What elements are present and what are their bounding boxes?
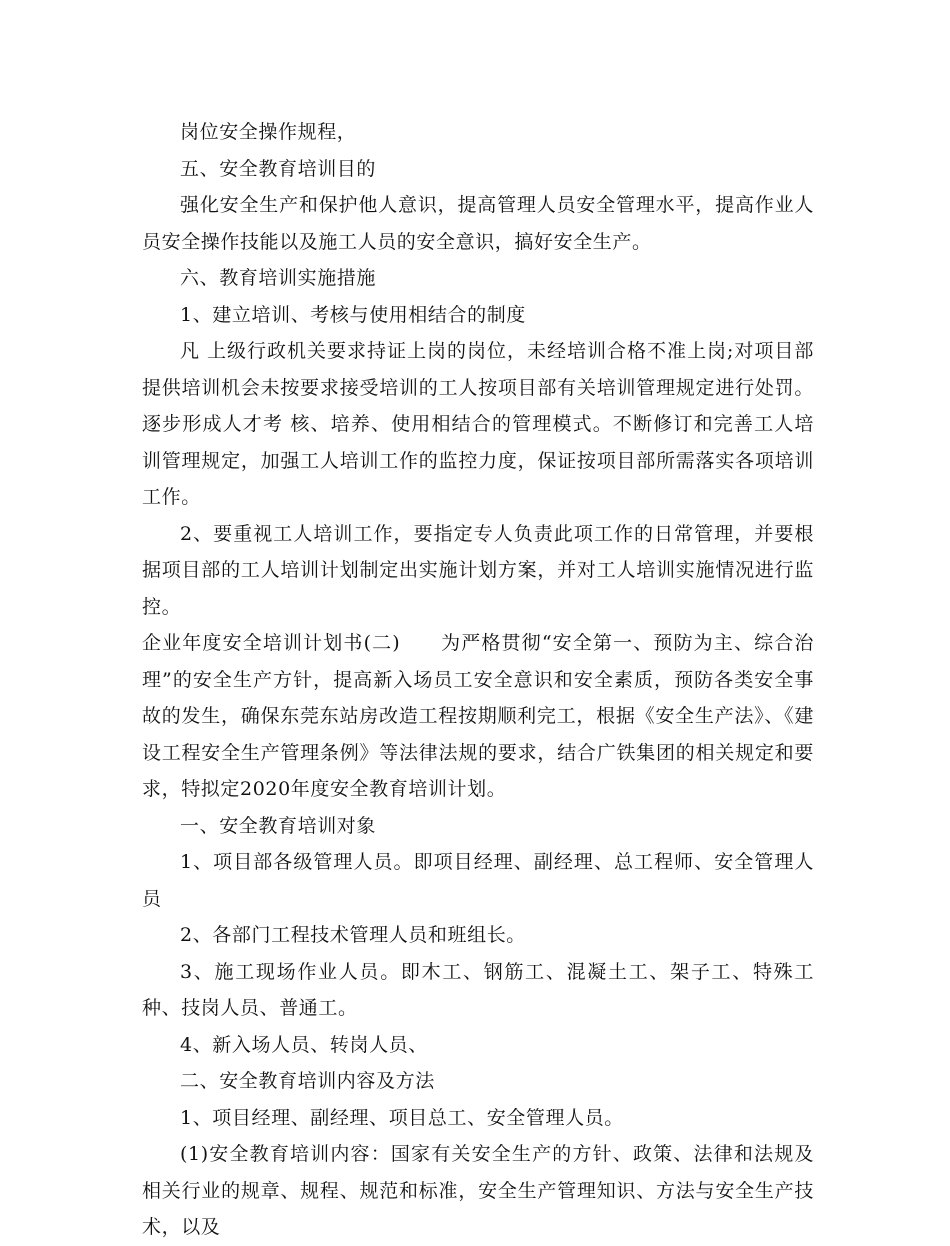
section-heading-5: 五、安全教育培训目的 [180,157,377,180]
subheading-1: 1、建立培训、考核与使用相结合的制度 [180,303,526,326]
paragraph-training-content: (1)安全教育培训内容：国家有关安全生产的方针、政策、法律和法规及相关行业的规章、规程、规范和标准，安全生产管理知识、方法与安全生产技术，以及 [142,1143,814,1238]
list-item-1: 1、项目部各级管理人员。即项目经理、副经理、总工程师、安全管理人员 [142,851,814,910]
document-body [142,114,814,1246]
list-item-3: 3、施工现场作业人员。即木工、钢筋工、混凝土工、架子工、特殊工种、技岗人员、普通工。 [142,960,814,1019]
paragraph-1: 岗位安全操作规程， [180,121,357,143]
section-heading-2: 二、安全教育培训内容及方法 [180,1070,435,1092]
paragraph-7: 2、要重视工人培训工作，要指定专人负责此项工作的日常管理，并要根据项目部的工人培训计划制定出实施计划方案，并对工人培训实施情况进行监控。 [142,522,814,618]
section-heading-1: 一、安全教育培训对象 [180,814,377,837]
subheading-managers: 1、项目经理、副经理、项目总工、安全管理人员。 [180,1106,624,1129]
paragraph-3: 强化安全生产和保护他人意识，提高管理人员安全管理水平，提高作业人员安全操作技能以及施工人员的安全意识，搞好安全生产。 [142,194,814,253]
paragraph-plan-two: 企业年度安全培训计划书(二) 为严格贯彻“安全第一、预防为主、综合治理”的安全生产方针，提高新入场员工安全意识和安全素质，预防各类安全事故的发生，确保东莞东站房改造工程按期顺利完工，根据《安全生产法》、《建设工程安全生产管理条例》等法律法规的要求，结合广铁集团的相关规定和要求，特拟定2020年度安全教育培训计划。 [142,632,814,800]
paragraph-6: 凡 上级行政机关要求持证上岗的岗位，未经培训合格不准上岗;对项目部提供培训机会未按要求接受培训的工人按项目部有关培训管理规定进行处罚。逐步形成人才考 核、培养、使用相结合的管理模式。不断修订和完善工人培训管理规定，加强工人培训工作的监控力度，保证按项目部所需落实各项培训工作。 [142,340,814,508]
list-item-2: 2、各部门工程技术管理人员和班组长。 [180,924,526,946]
list-item-4: 4、新入场人员、转岗人员、 [180,1033,428,1056]
section-heading-6: 六、教育培训实施措施 [180,267,377,289]
